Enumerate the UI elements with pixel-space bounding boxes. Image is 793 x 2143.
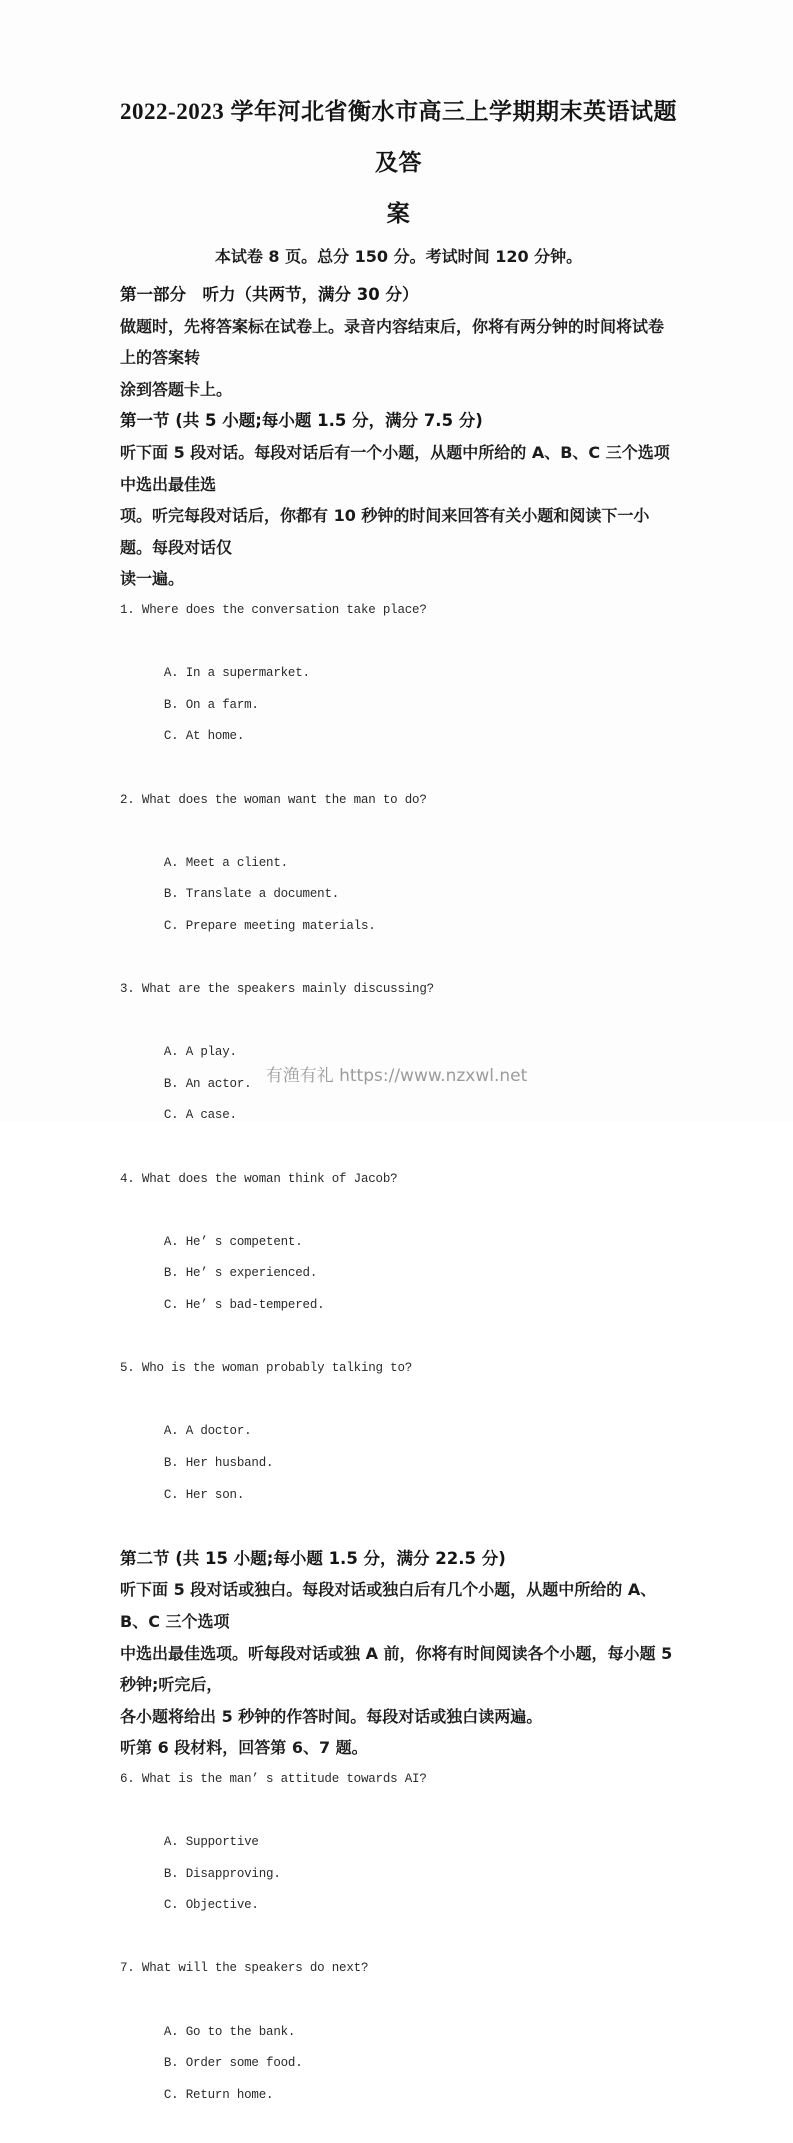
section2-instruction-line: 中选出最佳选项。听每段对话或独 A 前，你将有时间阅读各个小题，每小题 5 秒钟;听完后，: [120, 1643, 678, 1695]
question-5-option-b: B. Her husband.: [163, 1455, 274, 1470]
section2-material-note: 听第 6 段材料，回答第 6、7 题。: [120, 1738, 368, 1758]
question-6-option-a: A. Supportive: [163, 1835, 259, 1850]
question-2-option-b: B. Translate a document.: [163, 887, 340, 902]
question-1-text: 1. Where does the conversation take place?: [120, 602, 427, 617]
section1-instruction-line: 项。听完每段对话后，你都有 10 秒钟的时间来回答有关小题和阅读下一小题。每段对话仅: [120, 506, 650, 557]
question-1-options: [120, 627, 677, 785]
question-1-option-b: B. On a farm.: [163, 697, 259, 712]
question-4-options: [120, 1195, 677, 1353]
question-5-options: [120, 1385, 677, 1543]
question-7-option-a: A. Go to the bank.: [163, 2024, 296, 2039]
question-2-options: [120, 816, 677, 974]
section1-instruction-line: 听下面 5 段对话。每段对话后有一个小题，从题中所给的 A、B、C 三个选项中选出最佳选: [120, 442, 670, 494]
question-6-option-c: C. Objective.: [163, 1898, 259, 1913]
part1-instruction-line: 涂到答题卡上。: [120, 379, 233, 399]
section2-instruction-line: 各小题将给出 5 秒钟的作答时间。每段对话或独白读两遍。: [120, 1706, 543, 1726]
question-7-option-c: C. Return home.: [163, 2087, 274, 2102]
section1-heading: 第一节 (共 5 小题;每小题 1.5 分，满分 7.5 分): [120, 411, 483, 431]
section2-heading: 第二节 (共 15 小题;每小题 1.5 分，满分 22.5 分): [120, 1548, 506, 1568]
question-4-text: 4. What does the woman think of Jacob?: [120, 1171, 398, 1186]
question-3-option-a: A. A play.: [163, 1045, 237, 1060]
question-1-option-c: C. At home.: [163, 729, 245, 744]
question-7-text: 7. What will the speakers do next?: [120, 1961, 369, 1976]
question-2-option-c: C. Prepare meeting materials.: [163, 918, 376, 933]
question-5-text: 5. Who is the woman probably talking to?: [120, 1361, 413, 1376]
question-6-text: 6. What is the man’ s attitude towards AI?: [120, 1771, 427, 1786]
question-2-text: 2. What does the woman want the man to do?: [120, 792, 427, 807]
question-3-option-c: C. A case.: [163, 1108, 237, 1123]
question-1-option-a: A. In a supermarket.: [163, 666, 310, 681]
part1-instruction-line: 做题时，先将答案标在试卷上。录音内容结束后，你将有两分钟的时间将试卷上的答案转: [120, 316, 665, 368]
question-2-option-a: A. Meet a client.: [163, 855, 288, 870]
question-6-option-b: B. Disapproving.: [163, 1866, 281, 1881]
question-4-option-b: B. He’ s experienced.: [163, 1266, 318, 1281]
question-3-option-b: B. An actor.: [163, 1076, 252, 1091]
section2-instruction-line: 听下面 5 段对话或独白。每段对话或独白后有几个小题，从题中所给的 A、B、C 三个选项: [120, 1580, 657, 1631]
document-body: [120, 279, 677, 2143]
footer-watermark: 有渔有礼 https://www.nzxwl.net: [265, 1066, 528, 1086]
section1-instruction-line: 读一遍。: [120, 569, 185, 589]
question-4-option-c: C. He’ s bad-tempered.: [163, 1298, 325, 1312]
part1-heading: 第一部分 听力（共两节，满分 30 分）: [120, 285, 419, 304]
question-7-options: [120, 1985, 677, 2143]
question-5-option-a: A. A doctor.: [163, 1424, 252, 1439]
question-6-options: [120, 1796, 677, 1954]
question-7-option-b: B. Order some food.: [163, 2056, 303, 2071]
page-title-line-2: 案: [386, 201, 411, 226]
exam-info-line: 本试卷 8 页。总分 150 分。考试时间 120 分钟。: [214, 247, 583, 266]
question-5-option-c: C. Her son.: [163, 1487, 245, 1502]
question-4-option-a: A. He’ s competent.: [163, 1234, 303, 1249]
question-3-text: 3. What are the speakers mainly discussing?: [120, 982, 434, 997]
page-title: [120, 86, 677, 239]
page-title-line-1: 2022-2023 学年河北省衡水市高三上学期期末英语试题及答: [120, 99, 677, 175]
